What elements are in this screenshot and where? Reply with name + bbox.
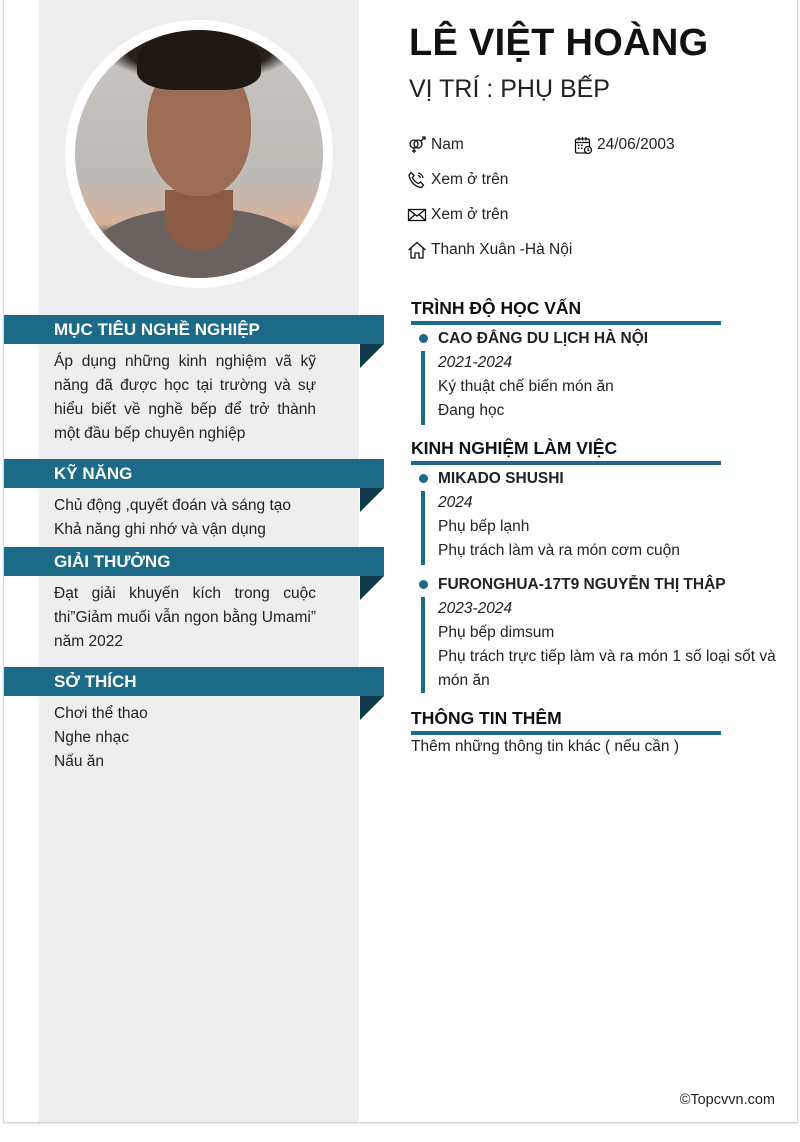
section-title-additional: THÔNG TIN THÊM bbox=[411, 707, 721, 735]
home-icon bbox=[407, 240, 427, 260]
section-title: KỸ NĂNG bbox=[4, 459, 384, 488]
detail-line: Ký thuật chế biến món ăn bbox=[438, 378, 614, 395]
detail-line: Phụ bếp dimsum bbox=[438, 624, 555, 641]
education-item bbox=[419, 327, 789, 423]
hobby-item: Chơi thể thao bbox=[54, 705, 148, 722]
info-gender bbox=[407, 134, 464, 156]
section-objective bbox=[4, 315, 384, 446]
timeline-line bbox=[421, 597, 425, 693]
section-title: GIẢI THƯỞNG bbox=[4, 547, 384, 576]
info-birthday bbox=[573, 134, 675, 156]
objective-text: Áp dụng những kinh nghiệm vã kỹ năng đã được học tại trường và sự hiểu biết về nghề bếp để trở thành một đầu bếp chuyên nghiệp bbox=[54, 353, 316, 442]
hobby-item: Nghe nhạc bbox=[54, 729, 129, 746]
period: 2024 bbox=[438, 494, 473, 511]
timeline-dot bbox=[419, 334, 428, 343]
mail-icon bbox=[407, 205, 427, 225]
birthday-value: 24/06/2003 bbox=[597, 136, 675, 153]
hobby-item: Nấu ăn bbox=[54, 753, 104, 770]
section-title: MỤC TIÊU NGHỀ NGHIỆP bbox=[4, 315, 384, 344]
experience-item bbox=[419, 467, 789, 563]
info-phone bbox=[407, 169, 508, 191]
timeline-line bbox=[421, 351, 425, 425]
avatar-frame bbox=[65, 20, 333, 288]
detail-line: Phụ trách làm và ra món cơm cuộn bbox=[438, 542, 680, 559]
section-title-experience: KINH NGHIỆM LÀM VIỆC bbox=[411, 437, 721, 465]
phone-icon bbox=[407, 170, 427, 190]
experience-item bbox=[419, 573, 789, 693]
gender-value: Nam bbox=[431, 136, 464, 153]
section-title-education: TRÌNH ĐỘ HỌC VẤN bbox=[411, 297, 721, 325]
info-email bbox=[407, 204, 508, 226]
school-name: CAO ĐẲNG DU LỊCH HÀ NỘI bbox=[438, 330, 649, 347]
timeline-line bbox=[421, 491, 425, 565]
job-position: VỊ TRÍ : PHỤ BẾP bbox=[409, 75, 610, 103]
email-value: Xem ở trên bbox=[431, 206, 509, 223]
period: 2023-2024 bbox=[438, 600, 513, 617]
address-value: Thanh Xuân -Hà Nội bbox=[431, 241, 573, 258]
skill-item: Khả năng ghi nhớ và vận dụng bbox=[54, 521, 266, 538]
section-skills bbox=[4, 459, 384, 542]
info-address bbox=[407, 239, 572, 261]
timeline-dot bbox=[419, 474, 428, 483]
cv-page bbox=[3, 0, 798, 1123]
company-name: FURONGHUA-17T9 NGUYỄN THỊ THẬP bbox=[438, 576, 726, 593]
phone-value: Xem ở trên bbox=[431, 171, 509, 188]
section-awards bbox=[4, 547, 384, 654]
candidate-name: LÊ VIỆT HOÀNG bbox=[409, 22, 709, 64]
ribbon-fold bbox=[360, 344, 384, 368]
detail-line: Phụ trách trực tiếp làm và ra món 1 số loại sốt và món ăn bbox=[438, 648, 776, 689]
skill-item: Chủ động ,quyết đoán và sáng tạo bbox=[54, 497, 291, 514]
calendar-icon bbox=[573, 135, 593, 155]
period: 2021-2024 bbox=[438, 354, 513, 371]
avatar bbox=[75, 30, 323, 278]
additional-text: Thêm những thông tin khác ( nếu cần ) bbox=[411, 738, 680, 755]
copyright: ©Topcvvn.com bbox=[679, 1092, 775, 1108]
timeline-dot bbox=[419, 580, 428, 589]
award-text: Đạt giải khuyến kích trong cuộc thi”Giảm muối vẫn ngon bằng Umami” năm 2022 bbox=[54, 585, 316, 650]
detail-line: Đang học bbox=[438, 402, 505, 419]
ribbon-fold bbox=[360, 696, 384, 720]
gender-icon bbox=[407, 135, 427, 155]
ribbon-fold bbox=[360, 576, 384, 600]
ribbon-fold bbox=[360, 488, 384, 512]
section-hobbies bbox=[4, 667, 384, 774]
section-title: SỞ THÍCH bbox=[4, 667, 384, 696]
detail-line: Phụ bếp lạnh bbox=[438, 518, 530, 535]
company-name: MIKADO SHUSHI bbox=[438, 470, 564, 487]
